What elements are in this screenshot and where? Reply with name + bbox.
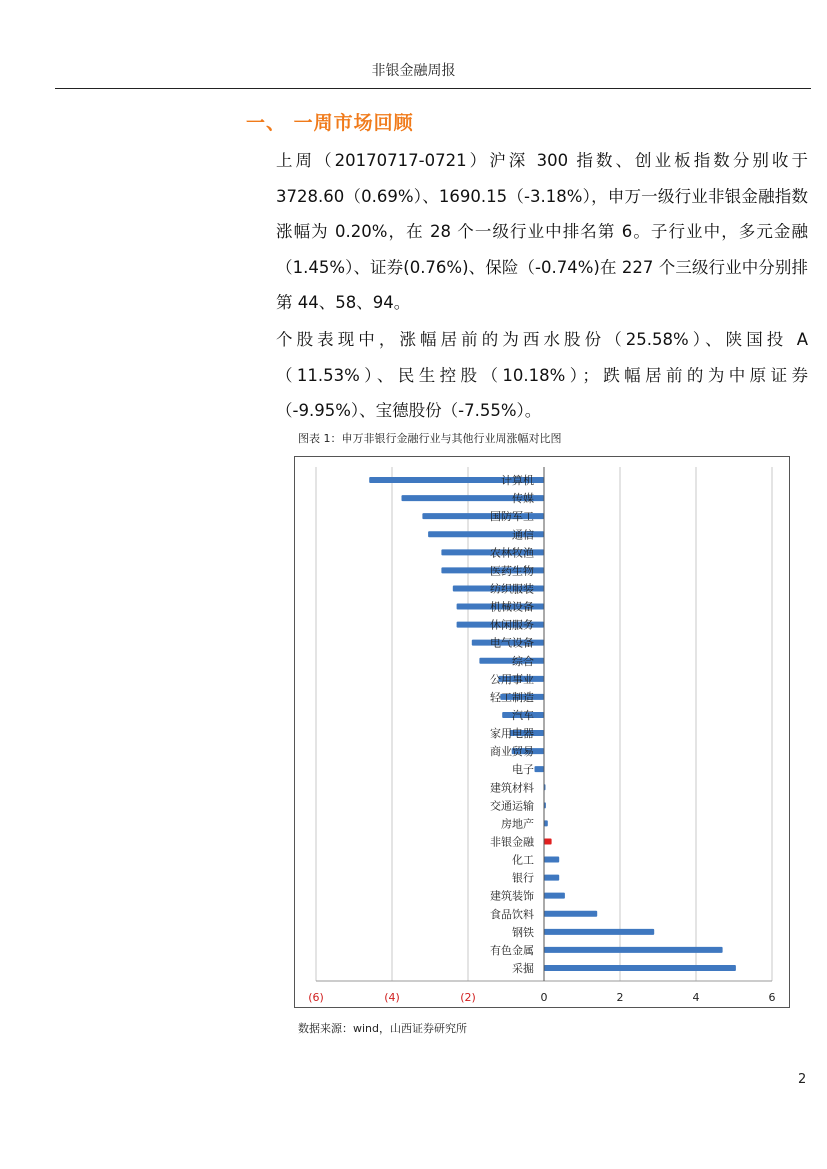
chart-tick-label: (6) (308, 991, 324, 1004)
chart-category-label: 化工 (512, 853, 534, 867)
chart-category-label: 国防军工 (490, 510, 534, 524)
chart-tick-label: (2) (460, 991, 476, 1004)
chart-category-label: 食品饮料 (490, 907, 534, 921)
chart-category-label: 计算机 (501, 474, 534, 488)
chart-category-label: 有色金属 (490, 943, 534, 957)
data-source-note: 数据来源：wind，山西证券研究所 (298, 1022, 468, 1035)
chart-bar (544, 947, 723, 953)
header-divider (55, 88, 811, 89)
figure-caption: 图表 1：申万非银行金融行业与其他行业周涨幅对比图 (298, 432, 562, 445)
chart-bar (544, 911, 597, 917)
chart-category-label: 传媒 (512, 492, 534, 506)
chart-bar (544, 857, 559, 863)
industry-weekly-change-chart (295, 457, 789, 1007)
stock-performance-paragraph: 个股表现中，涨幅居前的为西水股份（25.58%）、陕国投 A（11.53%）、民生控股（10.18%）；跌幅居前的为中原证券（-9.95%）、宝德股份（-7.55%）。 (276, 330, 808, 420)
chart-bar (544, 820, 548, 826)
chart-category-label: 公用事业 (490, 672, 534, 686)
chart-category-label: 交通运输 (490, 799, 534, 813)
chart-frame (294, 456, 790, 1008)
chart-tick-label: 2 (616, 991, 624, 1004)
chart-category-label: 家用电器 (490, 727, 534, 741)
chart-bar (544, 893, 565, 899)
market-review-paragraph: 上周（20170717-0721）沪深 300 指数、创业板指数分别收于 3728.60（0.69%）、1690.15（-3.18%），申万一级行业非银金融指数涨幅为 0.20%，在 28 个一级行业中排名第 6。子行业中，多元金融（1.45%）、证券(0.76%)、保险（-0.74%)在 227 个三级行业中分别排第 44、58、94。 (276, 151, 808, 312)
chart-category-label: 汽车 (512, 708, 534, 722)
chart-category-label: 商业贸易 (490, 745, 534, 759)
chart-category-label: 农林牧渔 (490, 546, 534, 560)
chart-category-label: 建筑材料 (490, 781, 534, 795)
chart-category-label: 纺织服装 (490, 582, 534, 596)
chart-category-label: 钢铁 (512, 925, 534, 939)
chart-category-label: 机械设备 (490, 600, 534, 614)
report-header-title: 非银金融周报 (371, 63, 456, 79)
chart-tick-label: 6 (768, 991, 776, 1004)
chart-bar (544, 965, 736, 971)
chart-category-label: 电子 (512, 763, 534, 777)
chart-tick-label: 0 (540, 991, 548, 1004)
chart-bar (544, 875, 559, 881)
chart-bar (535, 766, 545, 772)
chart-category-label: 电气设备 (490, 636, 534, 650)
chart-category-label: 轻工制造 (490, 690, 534, 704)
chart-category-label: 综合 (512, 654, 534, 668)
chart-category-label: 休闲服务 (490, 618, 534, 632)
chart-category-label: 通信 (512, 528, 534, 542)
chart-category-label: 建筑装饰 (490, 889, 534, 903)
chart-category-label: 银行 (512, 871, 534, 885)
chart-category-label: 非银金融 (490, 835, 534, 849)
chart-category-label: 采掘 (512, 961, 534, 975)
chart-category-label: 房地产 (501, 817, 534, 831)
page-number: 2 (798, 1072, 807, 1087)
section-heading: 一、 一周市场回顾 (246, 112, 414, 134)
chart-tick-label: 4 (692, 991, 700, 1004)
chart-bar (544, 929, 654, 935)
chart-bar (544, 838, 552, 844)
chart-tick-label: (4) (384, 991, 400, 1004)
chart-category-label: 医药生物 (490, 564, 534, 578)
